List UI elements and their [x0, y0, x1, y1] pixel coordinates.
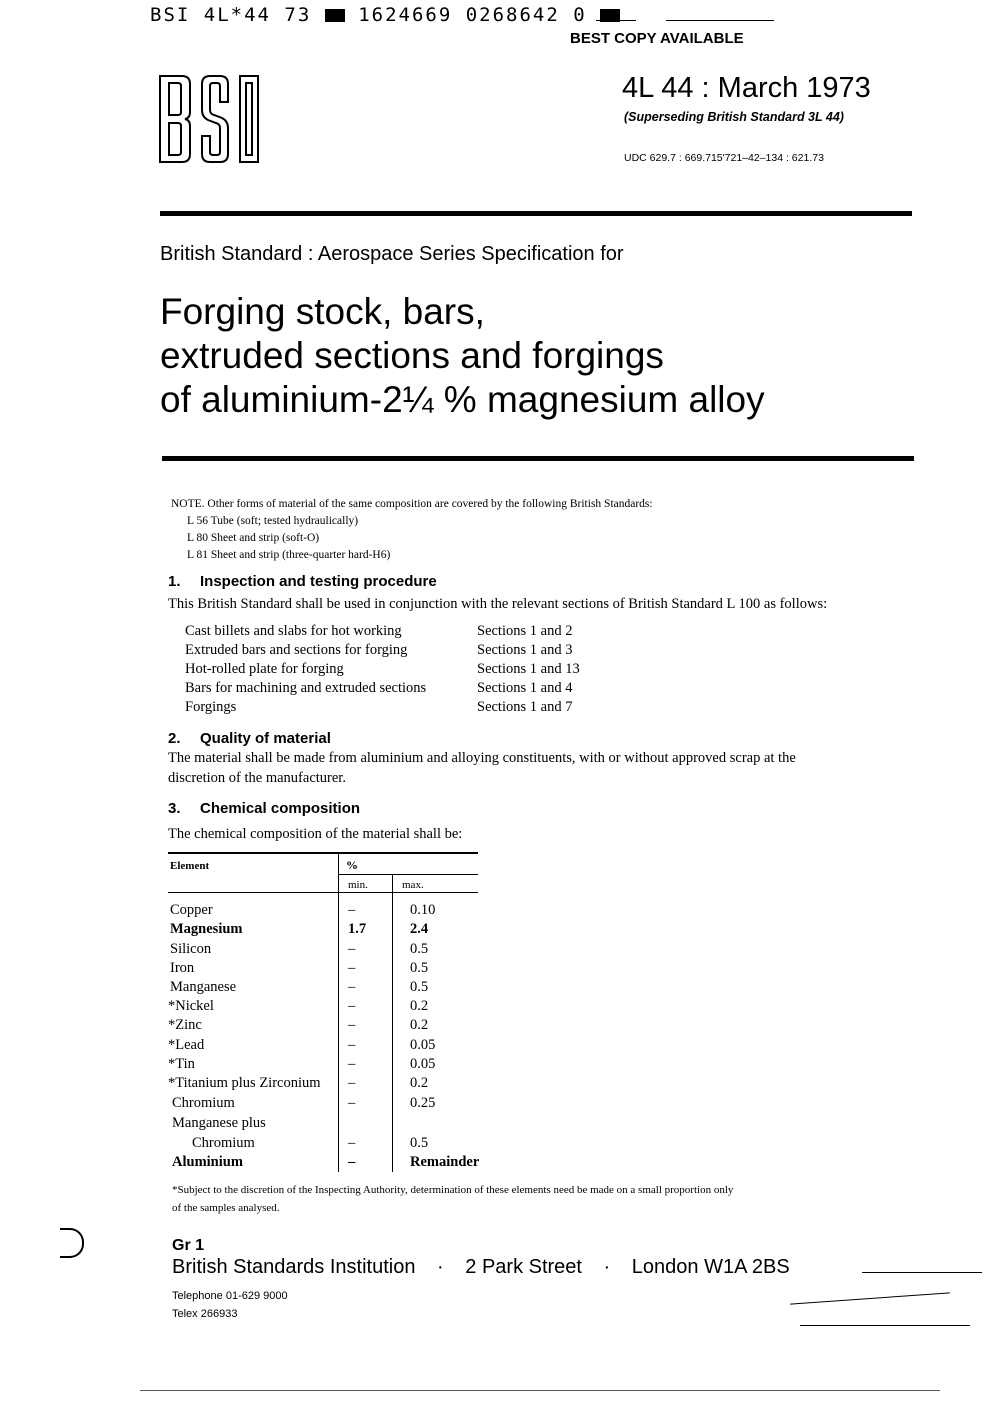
element-cell: Copper	[170, 902, 213, 918]
min-cell: 1.7	[348, 921, 367, 937]
section-2-heading	[168, 730, 331, 747]
scan-mark	[140, 1390, 940, 1391]
note-item: L 56 Tube (soft; tested hydraulically)	[187, 515, 359, 527]
title-line: extruded sections and forgings	[160, 335, 664, 376]
title-line: Forging stock, bars,	[160, 291, 485, 332]
text-line: The material shall be made from aluminium and alloying constituents, with or without approved scrap at the	[168, 750, 796, 766]
code-block-mark	[325, 9, 345, 22]
min-cell: –	[348, 1095, 356, 1111]
element-cell: *Zinc	[168, 1017, 202, 1033]
top-underline	[666, 20, 774, 21]
product-cell: Extruded bars and sections for forging	[185, 642, 408, 658]
title-rule	[162, 456, 914, 461]
product-cell: Forgings	[185, 699, 237, 715]
max-cell: 2.4	[410, 921, 429, 937]
address-separator: ·	[603, 1256, 611, 1278]
min-cell: –	[348, 1056, 356, 1072]
note-block	[171, 496, 653, 564]
product-cell: Bars for machining and extruded sections	[185, 680, 427, 696]
publisher-address	[172, 1256, 790, 1279]
min-cell: –	[348, 1154, 356, 1170]
section-number: 1.	[168, 573, 181, 590]
telephone: Telephone 01-629 9000	[172, 1290, 288, 1302]
col-header-min: min.	[348, 879, 368, 891]
col-header-percent: %	[346, 858, 358, 872]
title-line: of aluminium-2¼ % magnesium alloy	[160, 379, 765, 420]
header-rule	[160, 211, 912, 216]
element-cell: Chromium	[172, 1095, 235, 1111]
section-number: 3.	[168, 800, 181, 817]
supersedes-note: (Superseding British Standard 3L 44)	[624, 110, 844, 124]
min-cell: –	[348, 902, 356, 918]
min-cell: –	[348, 1017, 356, 1033]
element-cell: Silicon	[170, 941, 212, 957]
col-header-element: Element	[170, 860, 210, 872]
element-cell: Iron	[170, 960, 195, 976]
element-cell: Manganese	[170, 979, 237, 995]
element-cell: Aluminium	[172, 1154, 243, 1170]
element-cell: *Tin	[168, 1056, 195, 1072]
institution-name: British Standards Institution	[172, 1256, 416, 1278]
section-1-intro: This British Standard shall be used in conjunction with the relevant sections of British Standard L 100 as follows:	[168, 596, 828, 612]
sections-cell: Sections 1 and 4	[477, 680, 573, 696]
table-divider	[392, 874, 393, 1172]
document-code-line	[150, 4, 620, 26]
product-cell: Cast billets and slabs for hot working	[185, 623, 402, 639]
max-cell: 0.5	[410, 941, 429, 957]
max-cell: 0.5	[410, 1135, 429, 1151]
text-line: discretion of the manufacturer.	[168, 770, 346, 786]
scan-mark	[790, 1292, 950, 1304]
product-cell: Hot-rolled plate for forging	[185, 661, 344, 677]
element-cell: *Titanium plus Zirconium	[168, 1075, 321, 1091]
section-title: Inspection and testing procedure	[200, 573, 437, 590]
section-number: 2.	[168, 730, 181, 747]
table-header-rule	[168, 892, 478, 893]
table-divider	[338, 854, 339, 1172]
element-cell: *Nickel	[168, 998, 214, 1014]
footnote-line: *Subject to the discretion of the Inspecting Authority, determination of these elements need be made on a small proportion only	[172, 1184, 734, 1196]
scan-mark	[800, 1325, 970, 1326]
max-cell: 0.05	[410, 1056, 436, 1072]
min-cell: –	[348, 1037, 356, 1053]
address-separator: ·	[437, 1256, 444, 1278]
section-title: Chemical composition	[200, 800, 361, 817]
note-text: NOTE. Other forms of material of the same composition are covered by the following British Standards:	[171, 498, 653, 510]
code-right: 1624669 0268642 0	[358, 4, 587, 26]
min-cell: –	[348, 960, 356, 976]
sections-cell: Sections 1 and 7	[477, 699, 573, 715]
element-cell: *Lead	[168, 1037, 205, 1053]
contact-block	[172, 1287, 288, 1323]
top-underline	[596, 20, 636, 21]
max-cell: 0.5	[410, 960, 429, 976]
min-cell: –	[348, 998, 356, 1014]
city-postcode: London W1A 2BS	[631, 1256, 790, 1278]
sections-cell: Sections 1 and 3	[477, 642, 573, 658]
table-row	[185, 680, 635, 699]
price-group: Gr 1	[172, 1237, 205, 1254]
section-1-heading	[168, 573, 437, 590]
footnote-line: of the samples analysed.	[172, 1202, 280, 1214]
max-cell: 0.10	[410, 902, 436, 918]
section-title: Quality of material	[200, 730, 331, 747]
table-row	[185, 642, 635, 661]
note-item: L 80 Sheet and strip (soft-O)	[187, 532, 320, 544]
code-left: BSI 4L*44 73	[150, 4, 312, 26]
max-cell: 0.05	[410, 1037, 436, 1053]
sections-cell: Sections 1 and 2	[477, 623, 573, 639]
section-3-heading	[168, 800, 360, 817]
max-cell: 0.2	[410, 1075, 429, 1091]
street-address: 2 Park Street	[465, 1256, 582, 1278]
max-cell: 0.2	[410, 998, 429, 1014]
element-cell: Chromium	[192, 1135, 255, 1151]
max-cell: 0.2	[410, 1017, 429, 1033]
note-item: L 81 Sheet and strip (three-quarter hard-H6)	[187, 549, 391, 561]
min-cell: –	[348, 1075, 356, 1091]
max-cell: 0.25	[410, 1095, 436, 1111]
bsi-logo	[158, 74, 262, 164]
table-row	[185, 661, 635, 680]
max-cell: 0.5	[410, 979, 429, 995]
series-heading: British Standard : Aerospace Series Specification for	[160, 243, 624, 265]
section-3-intro: The chemical composition of the material shall be:	[168, 826, 463, 842]
inspection-table	[185, 623, 635, 718]
element-cell: Magnesium	[170, 921, 243, 937]
min-cell: –	[348, 941, 356, 957]
scan-mark	[862, 1272, 982, 1273]
telex: Telex 266933	[172, 1308, 238, 1320]
best-copy-label: BEST COPY AVAILABLE	[570, 30, 744, 47]
min-cell: –	[348, 979, 356, 995]
min-cell: –	[348, 1135, 356, 1151]
document-title	[160, 290, 765, 422]
element-cell: Manganese plus	[172, 1115, 266, 1131]
col-header-max: max.	[402, 879, 424, 891]
sections-cell: Sections 1 and 13	[477, 661, 580, 677]
udc-classification: UDC 629.7 : 669.715'721–42–134 : 621.73	[624, 152, 824, 164]
standard-number: 4L 44 : March 1973	[622, 72, 871, 104]
table-subheader-rule	[338, 874, 478, 875]
table-top-rule	[168, 852, 478, 854]
composition-footnote	[172, 1181, 932, 1217]
punch-hole-mark	[60, 1228, 84, 1258]
section-2-text	[168, 748, 796, 788]
max-cell: Remainder	[410, 1154, 480, 1170]
table-row	[185, 699, 635, 718]
table-row	[185, 623, 635, 642]
